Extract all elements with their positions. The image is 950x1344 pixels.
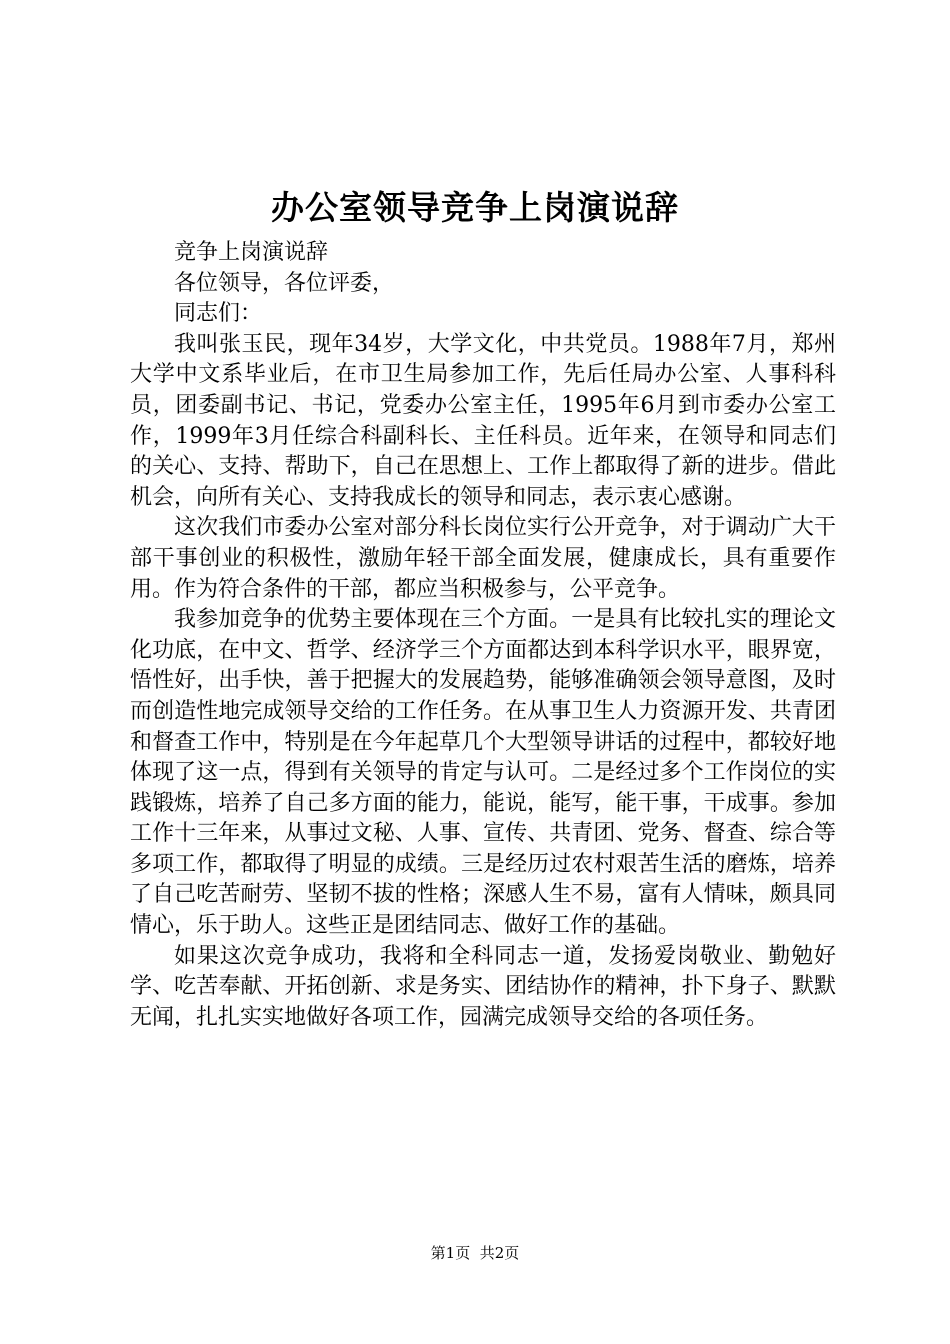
page-number: 第1页 — [430, 1244, 471, 1262]
paragraph-introduction: 我叫张玉民，现年34岁，大学文化，中共党员。1988年7月，郑州大学中文系毕业后，在市卫生局参加工作，先后任局办公室、人事科科员，团委副书记、书记，党委办公室主任，1995年6月到市委办公室工作，1999年3月任综合科副科长、主任科员。近年来，在领导和同志们的关心、支持、帮助下，自己在思想上、工作上都取得了新的进步。借此机会，向所有关心、支持我成长的领导和同志，表示衷心感谢。 — [130, 331, 836, 510]
paragraph-salutation-2: 同志们： — [174, 301, 263, 327]
paragraph-competition: 这次我们市委办公室对部分科长岗位实行公开竞争，对于调动广大干部干事创业的积极性，激励年轻干部全面发展，健康成长，具有重要作用。作为符合条件的干部，都应当积极参与，公平竞争。 — [130, 515, 836, 602]
document-body — [130, 238, 836, 1033]
page-total: 共2页 — [479, 1244, 520, 1262]
footer-separator — [470, 1244, 480, 1262]
paragraph-subtitle: 竞争上岗演说辞 — [174, 240, 329, 265]
page-footer — [0, 1241, 950, 1265]
paragraph-commitment: 如果这次竞争成功，我将和全科同志一道，发扬爱岗敬业、勤勉好学、吃苦奉献、开拓创新、求是务实、团结协作的精神，扑下身子、默默无闻，扎扎实实地做好各项工作，园满完成领导交给的各项任务。 — [130, 943, 836, 1030]
paragraph-advantages: 我参加竞争的优势主要体现在三个方面。一是具有比较扎实的理论文化功底，在中文、哲学、经济学三个方面都达到本科学识水平，眼界宽，悟性好，出手快，善于把握大的发展趋势，能够准确领会领导意图，及时而创造性地完成领导交给的工作任务。在从事卫生人力资源开发、共青团和督查工作中，特别是在今年起草几个大型领导讲话的过程中，都较好地体现了这一点，得到有关领导的肯定与认可。二是经过多个工作岗位的实践锻炼，培养了自己多方面的能力，能说，能写，能干事，干成事。参加工作十三年来，从事过文秘、人事、宣传、共青团、党务、督查、综合等多项工作，都取得了明显的成绩。三是经历过农村艰苦生活的磨炼，培养了自己吃苦耐劳、坚韧不拔的性格；深感人生不易，富有人情味，颇具同情心，乐于助人。这些正是团结同志、做好工作的基础。 — [130, 607, 836, 939]
paragraph-salutation: 各位领导，各位评委， — [174, 270, 395, 296]
document-title: 办公室领导竞争上岗演说辞 — [271, 188, 679, 227]
